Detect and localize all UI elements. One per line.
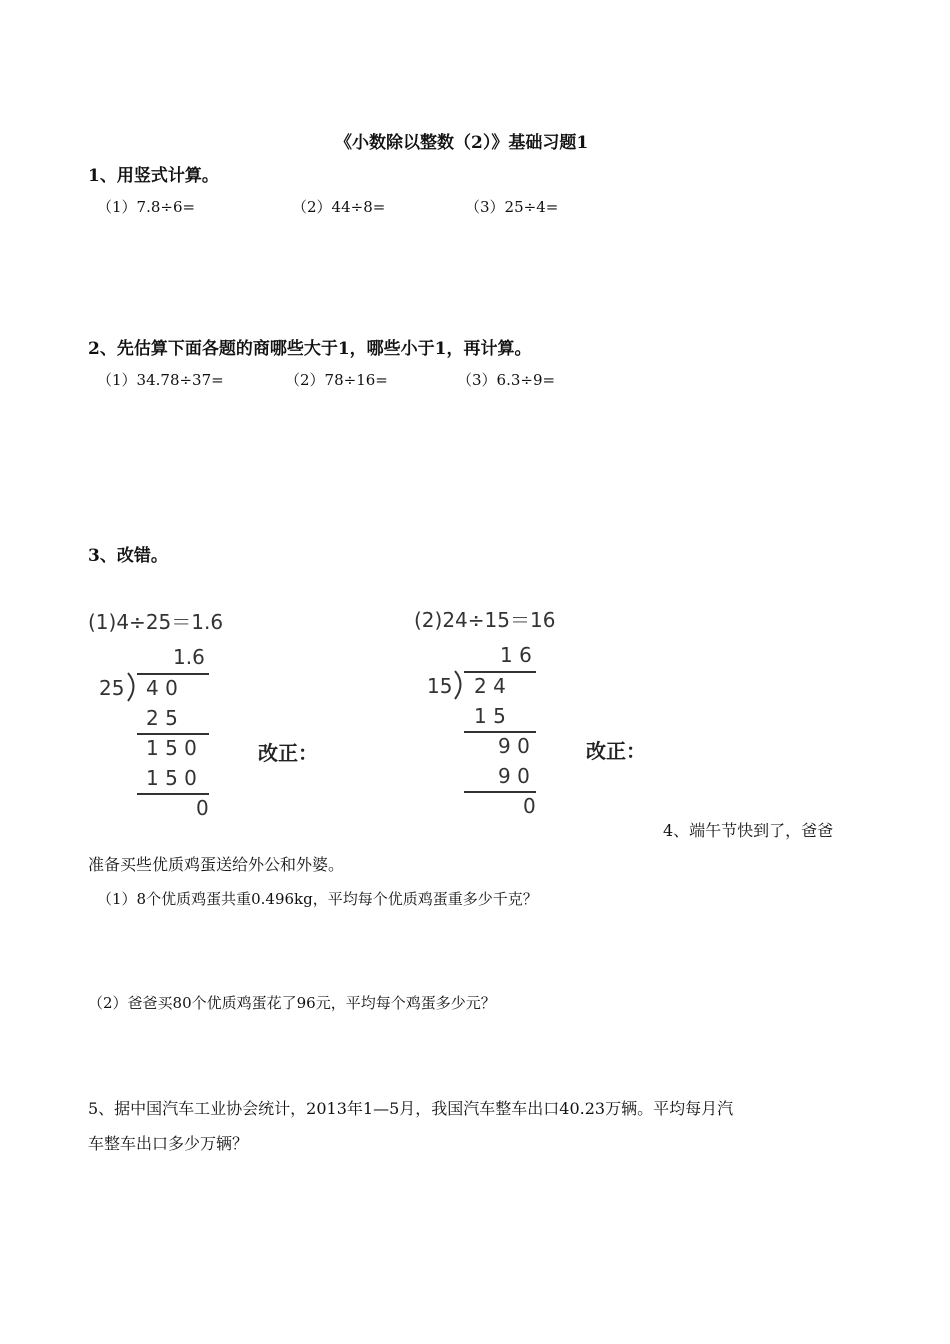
q1-heading: 1、用竖式计算。 [88, 166, 219, 186]
problem-2-step-1: 1 5 [474, 704, 506, 728]
division-bar [137, 673, 209, 675]
step-line [137, 793, 209, 795]
problem-1-correction-label: 改正： [258, 741, 318, 765]
q2-heading: 2、先估算下面各题的商哪些大于1，哪些小于1，再计算。 [88, 339, 532, 359]
problem-1-step-3: 1 5 0 [146, 766, 197, 790]
problem-2-remainder: 0 [523, 794, 536, 818]
division-bracket [452, 670, 468, 700]
page-title: 《小数除以整数（2）》基础习题1 [335, 133, 589, 153]
q5-line-1: 5、据中国汽车工业协会统计，2013年1—5月，我国汽车整车出口40.23万辆。平均每月汽 [88, 1099, 734, 1118]
problem-2-divisor: 15 [427, 674, 453, 698]
step-line [464, 791, 536, 793]
problem-1-step-2: 1 5 0 [146, 736, 197, 760]
problem-1-step-1: 2 5 [146, 706, 178, 730]
q5-line-2: 车整车出口多少万辆？ [88, 1134, 249, 1153]
division-bar [464, 671, 536, 673]
problem-2-label: (2)24÷15＝16 [414, 608, 556, 632]
problem-1-quotient: 1.6 [173, 645, 205, 669]
problem-1-divisor: 25 [99, 676, 125, 700]
division-bracket [125, 672, 141, 702]
problem-2-step-3: 9 0 [498, 764, 530, 788]
problem-1-dividend: 4 0 [146, 676, 178, 700]
q4-heading-part2: 准备买些优质鸡蛋送给外公和外婆。 [88, 855, 345, 874]
problem-2-dividend: 2 4 [474, 674, 506, 698]
problem-1-remainder: 0 [196, 796, 209, 820]
q2-item-1: （1）34.78÷37= [97, 371, 224, 389]
q1-item-1: （1）7.8÷6= [97, 198, 196, 216]
q1-item-3: （3）25÷4= [465, 198, 559, 216]
q2-item-2: （2）78÷16= [285, 371, 388, 389]
problem-2-step-2: 9 0 [498, 734, 530, 758]
problem-2-quotient: 1 6 [500, 643, 532, 667]
q4-heading-part1: 4、端午节快到了，爸爸 [663, 821, 834, 840]
q1-item-2: （2）44÷8= [292, 198, 386, 216]
problem-2-correction-label: 改正： [586, 739, 646, 763]
q4-sub-question-1: （1）8个优质鸡蛋共重0.496kg，平均每个优质鸡蛋重多少千克？ [97, 890, 538, 908]
step-line [464, 731, 536, 733]
step-line [137, 733, 209, 735]
q2-item-3: （3）6.3÷9= [457, 371, 556, 389]
q4-sub-question-2: （2）爸爸买80个优质鸡蛋花了96元，平均每个鸡蛋多少元？ [88, 994, 496, 1012]
q3-heading: 3、改错。 [88, 546, 168, 566]
problem-1-label: (1)4÷25＝1.6 [88, 610, 224, 634]
